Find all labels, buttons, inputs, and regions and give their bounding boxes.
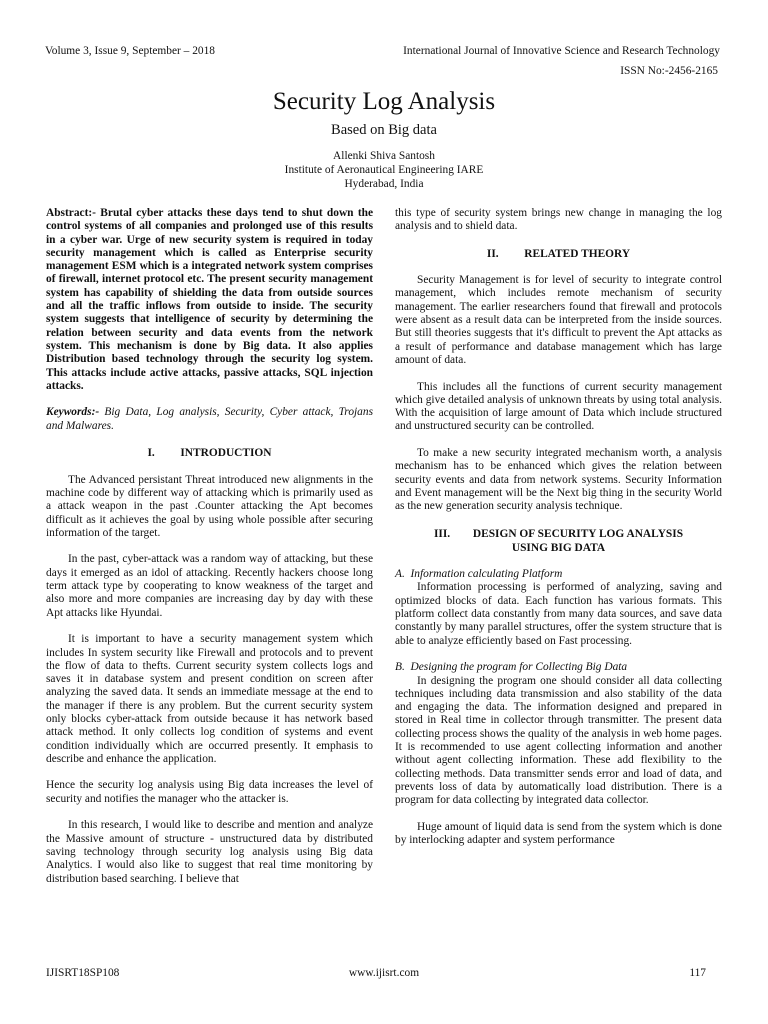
- keywords: [46, 406, 373, 433]
- abstract-label: Abstract:-: [46, 207, 96, 219]
- left-column: [46, 207, 373, 886]
- paragraph: Huge amount of liquid data is send from the system which is done by interlocking adapter and system performance: [395, 820, 722, 847]
- issn: ISSN No:-2456-2165: [620, 65, 718, 77]
- paragraph: In designing the program one should consider all data collecting techniques including data transmission and also stability of the data and engaging the data. The information designed and prepared in stored in Real time in collector through transmitter. The present data collecting process shows the quality of the analysis in web home pages. It is recommended to use agent collecting information and another without agent collecting information. These add flexibility to the collecting methods. Data transmitter sends error and load of data, and prevents loss of data by automatically load distribution. There is a program for data collecting by integrated data collector.: [395, 674, 722, 807]
- abstract: [46, 207, 373, 393]
- section-heading-design: III. DESIGN OF SECURITY LOG ANALYSIS: [433, 527, 684, 540]
- abstract-text: Brutal cyber attacks these days tend to shut down the control systems of all companies and prolonged use of this results in a cyber war. Urge of new security system is required in today security management which is called as Enterprise security management ESM which is a integrated network system comprises of firewall, internet protocol etc. The present security management system has capability of shielding the data from outside sources and all the traffic inflows from outside to inside. The security system suggests that intelligence of security by determining the relation between security and data events from the network system. This mechanism is done by Big data. It also applies Distribution based technology through the security log system. This attacks include active attacks, passive attacks, SQL injection attacks.: [46, 207, 373, 392]
- section-heading-design-line2: USING BIG DATA: [511, 541, 606, 554]
- paragraph: this type of security system brings new change in managing the log analysis and to shield data.: [395, 207, 722, 233]
- page-number: 117: [689, 967, 706, 979]
- section-heading-introduction: I. INTRODUCTION: [147, 447, 272, 460]
- section-heading-related-theory: II. RELATED THEORY: [486, 247, 631, 260]
- paragraph: The Advanced persistant Threat introduced new alignments in the machine code by different way of attacking which is primarily used as a attack weapon in the past .Counter attacking the Apt becomes difficult as it achieves the goal by using whole possible after securing information of the target.: [46, 473, 373, 539]
- paragraph: To make a new security integrated mechanism worth, a analysis mechanism has to be enhanced which gives the relation between security events and data from network systems. Security Information and Event management will be the Next big thing in the security World as the new generation security analysis technique.: [395, 447, 722, 513]
- paper-id: IJISRT18SP108: [46, 967, 120, 979]
- right-column: [395, 207, 722, 847]
- subsection-heading-b: B. Designing the program for Collecting Big Data: [395, 661, 628, 674]
- author-institute: Institute of Aeronautical Engineering IARE: [284, 164, 484, 176]
- paragraph: In this research, I would like to describe and mention and analyze the Massive amount of structure - unstructured data by distributed saving technology through security log analysis using Big data Analytics. I would also like to suggest that real time monitoring by distribution based searching. I believe that: [46, 819, 373, 885]
- paragraph: Information processing is performed of analyzing, saving and optimized blocks of data. Each function has various formats. This platform collect data constantly from many data sources, and save data constantly by many parallel structures, offer the system structure that is able to analyze efficiently based on Fast processing.: [395, 581, 722, 647]
- author-name: Allenki Shiva Santosh: [333, 150, 435, 162]
- keywords-text: Big Data, Log analysis, Security, Cyber attack, Trojans and Malwares.: [46, 406, 373, 432]
- paragraph: In the past, cyber-attack was a random way of attacking, but these days it emerged as an idol of attacking. Recently hackers choose long term attack type by cooperating to know weakness of the target and also more and more companies are increasing day by day with these Apt attacks like Hyundai.: [46, 553, 373, 619]
- paragraph: It is important to have a security management system which includes In system security like Firewall and protocols and to prevent the flow of data to thefts. Current security system collects logs and saves it in database system and present condition on screen after analyzing the saved data. It sends an immediate message at the end to the manager if there is any problem. But the current security system only blocks cyber-attack from outside because it has network based attack method. It only collects log condition of systems and event condition individually which are occurred presently. It emphasis to describe and enhance the application.: [46, 633, 373, 765]
- volume-info: Volume 3, Issue 9, September – 2018: [45, 45, 215, 57]
- paragraph: Hence the security log analysis using Big data increases the level of security and notifies the manager who the attacker is.: [46, 779, 373, 805]
- journal-name: International Journal of Innovative Science and Research Technology: [403, 45, 720, 57]
- subsection-heading-a: A. Information calculating Platform: [395, 568, 563, 581]
- paper-title: Security Log Analysis: [272, 88, 496, 115]
- author-city: Hyderabad, India: [344, 178, 424, 190]
- keywords-label: Keywords:-: [46, 406, 100, 419]
- paper-subtitle: Based on Big data: [331, 122, 437, 138]
- paragraph: This includes all the functions of current security management which give detailed analysis of unknown threats by using total analysis. With the acquisition of large amount of Data which include structured and unstructured security can be controlled.: [395, 380, 722, 433]
- paragraph: Security Management is for level of security to integrate control management, which includes remote mechanism of security management. The earlier researchers found that firewall and protocols were absent as a result data can be interpreted from the inside sources. But still theories suggests that it's difficult to prevent the Apt attacks as a result of performance and database management which has large amount of data.: [395, 274, 722, 366]
- website: www.ijisrt.com: [348, 967, 420, 979]
